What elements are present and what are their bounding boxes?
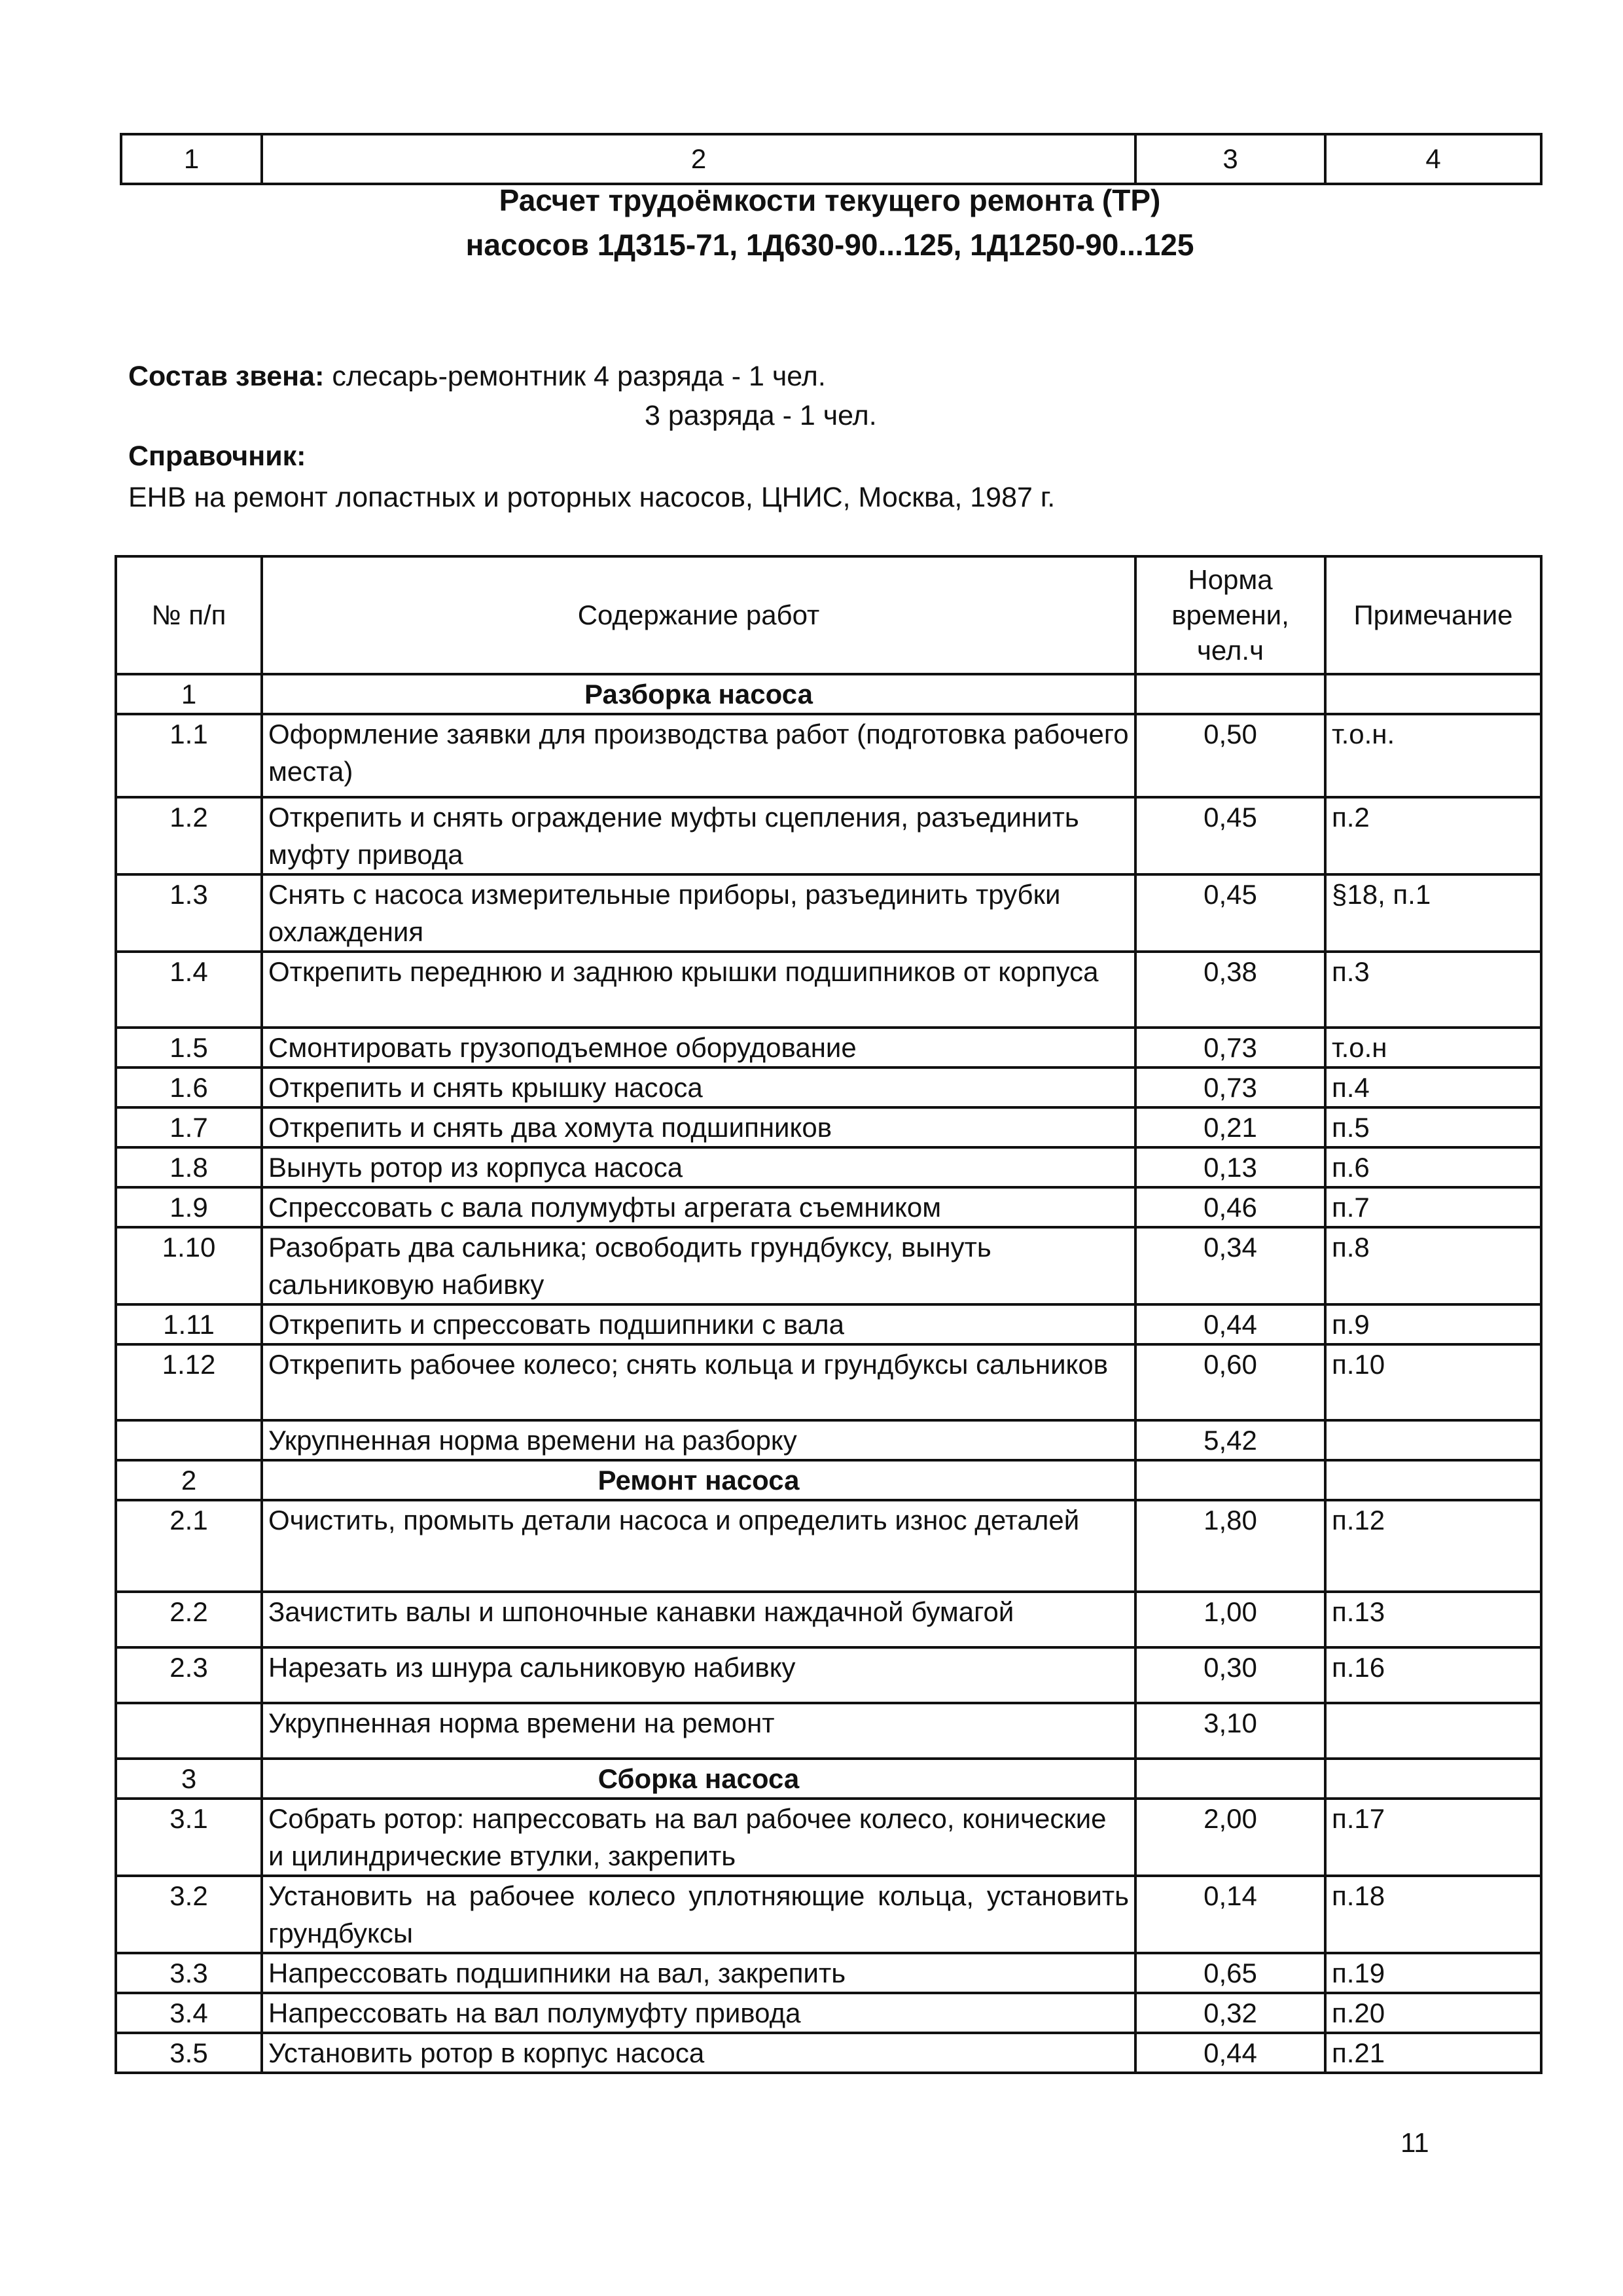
- cell-num: 1.4: [116, 952, 262, 1028]
- cell-note: п.20: [1325, 1993, 1541, 2033]
- cell-note: п.7: [1325, 1187, 1541, 1227]
- cell-num: [116, 1420, 262, 1460]
- cell-num: 1.1: [116, 714, 262, 797]
- cell-note: [1325, 1703, 1541, 1759]
- cell-work: Нарезать из шнура сальниковую набивку: [262, 1647, 1135, 1703]
- cell-norm: 0,21: [1135, 1107, 1325, 1147]
- cell-note: п.19: [1325, 1953, 1541, 1993]
- table-row: [116, 797, 1541, 874]
- cell-norm: 0,50: [1135, 714, 1325, 797]
- cell-norm: [1135, 1460, 1325, 1500]
- cell-work: Сборка насоса: [262, 1759, 1135, 1799]
- table-header-row: [116, 556, 1541, 674]
- cell-num: 1.7: [116, 1107, 262, 1147]
- cell-num: 1.10: [116, 1227, 262, 1304]
- cell-num: 1.11: [116, 1304, 262, 1344]
- cell-work: Разборка насоса: [262, 674, 1135, 714]
- cell-note: §18, п.1: [1325, 874, 1541, 952]
- cell-note: п.13: [1325, 1592, 1541, 1647]
- cell-norm: 0,65: [1135, 1953, 1325, 1993]
- cell-work: Ремонт насоса: [262, 1460, 1135, 1500]
- cell-num: 3.5: [116, 2033, 262, 2073]
- norm-header-line: чел.ч: [1197, 635, 1264, 666]
- cell-work: Открепить рабочее колесо; снять кольца и грундбуксы сальников: [262, 1344, 1135, 1420]
- header-number-row: [120, 133, 1543, 185]
- cell-note: [1325, 1460, 1541, 1500]
- document-subtitle: насосов 1Д315-71, 1Д630-90...125, 1Д1250-90...125: [465, 228, 1194, 262]
- cell-work: Укрупненная норма времени на разборку: [262, 1420, 1135, 1460]
- cell-num: 2.3: [116, 1647, 262, 1703]
- header-cell: 4: [1325, 134, 1541, 184]
- cell-note: п.9: [1325, 1304, 1541, 1344]
- table-row: [116, 1028, 1541, 1067]
- reference-label: Справочник:: [128, 440, 306, 472]
- cell-num: 1.12: [116, 1344, 262, 1420]
- cell-norm: [1135, 674, 1325, 714]
- column-header-work: Содержание работ: [262, 556, 1135, 674]
- cell-num: 1: [116, 674, 262, 714]
- table-row: [116, 1460, 1541, 1500]
- cell-work: Спрессовать с вала полумуфты агрегата съемником: [262, 1187, 1135, 1227]
- labor-table: [115, 555, 1543, 2074]
- cell-work: Разобрать два сальника; освободить грундбуксу, вынуть сальниковую набивку: [262, 1227, 1135, 1304]
- cell-num: 2.1: [116, 1500, 262, 1592]
- cell-work: Напрессовать на вал полумуфту привода: [262, 1993, 1135, 2033]
- cell-note: п.8: [1325, 1227, 1541, 1304]
- cell-num: 1.8: [116, 1147, 262, 1187]
- table-row: [116, 1147, 1541, 1187]
- reference-text: ЕНВ на ремонт лопастных и роторных насосов, ЦНИС, Москва, 1987 г.: [128, 482, 1056, 513]
- cell-num: [116, 1703, 262, 1759]
- cell-work: Открепить и снять крышку насоса: [262, 1067, 1135, 1107]
- table-row: [116, 1647, 1541, 1703]
- table-row: [116, 714, 1541, 797]
- cell-note: п.17: [1325, 1799, 1541, 1876]
- cell-norm: 0,34: [1135, 1227, 1325, 1304]
- cell-num: 3: [116, 1759, 262, 1799]
- cell-work: Установить на рабочее колесо уплотняющие кольца, установить грундбуксы: [262, 1876, 1135, 1953]
- cell-norm: 0,60: [1135, 1344, 1325, 1420]
- cell-norm: 0,73: [1135, 1028, 1325, 1067]
- cell-num: 1.3: [116, 874, 262, 952]
- column-header-norm: [1135, 556, 1325, 674]
- crew-label: Состав звена:: [128, 361, 325, 392]
- cell-note: п.21: [1325, 2033, 1541, 2073]
- table-row: [116, 1799, 1541, 1876]
- cell-num: 3.3: [116, 1953, 262, 1993]
- cell-note: п.16: [1325, 1647, 1541, 1703]
- table-row: [116, 1500, 1541, 1592]
- cell-num: 1.2: [116, 797, 262, 874]
- cell-norm: 3,10: [1135, 1703, 1325, 1759]
- cell-work: Открепить и спрессовать подшипники с вала: [262, 1304, 1135, 1344]
- table-row: [116, 1953, 1541, 1993]
- column-header-note: Примечание: [1325, 556, 1541, 674]
- table-row: [116, 1759, 1541, 1799]
- cell-num: 1.6: [116, 1067, 262, 1107]
- cell-num: 3.4: [116, 1993, 262, 2033]
- cell-note: п.6: [1325, 1147, 1541, 1187]
- cell-norm: 0,32: [1135, 1993, 1325, 2033]
- header-cell: 1: [121, 134, 262, 184]
- header-cell: 2: [262, 134, 1135, 184]
- norm-header-line: Норма: [1188, 564, 1273, 595]
- cell-work: Снять с насоса измерительные приборы, разъединить трубки охлаждения: [262, 874, 1135, 952]
- cell-note: п.3: [1325, 952, 1541, 1028]
- table-row: [116, 952, 1541, 1028]
- cell-note: [1325, 1420, 1541, 1460]
- cell-num: 1.9: [116, 1187, 262, 1227]
- cell-norm: 1,80: [1135, 1500, 1325, 1592]
- cell-norm: 0,13: [1135, 1147, 1325, 1187]
- cell-note: п.2: [1325, 797, 1541, 874]
- crew-text-1: слесарь-ремонтник 4 разряда - 1 чел.: [332, 361, 826, 392]
- cell-norm: 0,38: [1135, 952, 1325, 1028]
- cell-work: Оформление заявки для производства работ (подготовка рабочего места): [262, 714, 1135, 797]
- cell-note: п.12: [1325, 1500, 1541, 1592]
- cell-work: Смонтировать грузоподъемное оборудование: [262, 1028, 1135, 1067]
- cell-norm: 0,73: [1135, 1067, 1325, 1107]
- cell-work: Напрессовать подшипники на вал, закрепить: [262, 1953, 1135, 1993]
- cell-note: [1325, 1759, 1541, 1799]
- table-row: [116, 1067, 1541, 1107]
- cell-work: Очистить, промыть детали насоса и определить износ деталей: [262, 1500, 1135, 1592]
- cell-work: Укрупненная норма времени на ремонт: [262, 1703, 1135, 1759]
- cell-work: Открепить переднюю и заднюю крышки подшипников от корпуса: [262, 952, 1135, 1028]
- cell-work: Зачистить валы и шпоночные канавки наждачной бумагой: [262, 1592, 1135, 1647]
- cell-work: Открепить и снять ограждение муфты сцепления, разъединить муфту привода: [262, 797, 1135, 874]
- table-row: [116, 1703, 1541, 1759]
- cell-work: Открепить и снять два хомута подшипников: [262, 1107, 1135, 1147]
- cell-note: п.18: [1325, 1876, 1541, 1953]
- table-row: [116, 1107, 1541, 1147]
- column-header-num: № п/п: [116, 556, 262, 674]
- cell-norm: 0,14: [1135, 1876, 1325, 1953]
- cell-norm: 0,30: [1135, 1647, 1325, 1703]
- table-row: [116, 1993, 1541, 2033]
- cell-norm: 0,44: [1135, 1304, 1325, 1344]
- page-number: 11: [1400, 2127, 1429, 2158]
- table-row: [116, 874, 1541, 952]
- cell-work: Установить ротор в корпус насоса: [262, 2033, 1135, 2073]
- cell-norm: 0,45: [1135, 797, 1325, 874]
- cell-norm: 0,45: [1135, 874, 1325, 952]
- table-row: [116, 1592, 1541, 1647]
- cell-note: [1325, 674, 1541, 714]
- table-row: [116, 1420, 1541, 1460]
- crew-text-2: 3 разряда - 1 чел.: [645, 400, 877, 431]
- table-row: [116, 1187, 1541, 1227]
- table-row: [116, 1227, 1541, 1304]
- cell-norm: 0,46: [1135, 1187, 1325, 1227]
- cell-num: 3.2: [116, 1876, 262, 1953]
- cell-note: т.о.н: [1325, 1028, 1541, 1067]
- cell-note: т.о.н.: [1325, 714, 1541, 797]
- cell-norm: 1,00: [1135, 1592, 1325, 1647]
- cell-note: п.5: [1325, 1107, 1541, 1147]
- cell-norm: 5,42: [1135, 1420, 1325, 1460]
- cell-work: Вынуть ротор из корпуса насоса: [262, 1147, 1135, 1187]
- document-title: Расчет трудоёмкости текущего ремонта (ТР): [499, 183, 1161, 217]
- cell-num: 2.2: [116, 1592, 262, 1647]
- table-row: [116, 1876, 1541, 1953]
- cell-work: Собрать ротор: напрессовать на вал рабочее колесо, конические и цилиндрические втулки, закрепить: [262, 1799, 1135, 1876]
- cell-note: п.10: [1325, 1344, 1541, 1420]
- table-row: [116, 1304, 1541, 1344]
- cell-note: п.4: [1325, 1067, 1541, 1107]
- norm-header-line: времени,: [1171, 600, 1289, 630]
- table-row: [116, 1344, 1541, 1420]
- header-cell: 3: [1135, 134, 1325, 184]
- cell-num: 1.5: [116, 1028, 262, 1067]
- table-row: [116, 674, 1541, 714]
- cell-norm: [1135, 1759, 1325, 1799]
- cell-num: 3.1: [116, 1799, 262, 1876]
- cell-num: 2: [116, 1460, 262, 1500]
- crew-line-1: [128, 357, 826, 396]
- cell-norm: 2,00: [1135, 1799, 1325, 1876]
- table-row: [116, 2033, 1541, 2073]
- cell-norm: 0,44: [1135, 2033, 1325, 2073]
